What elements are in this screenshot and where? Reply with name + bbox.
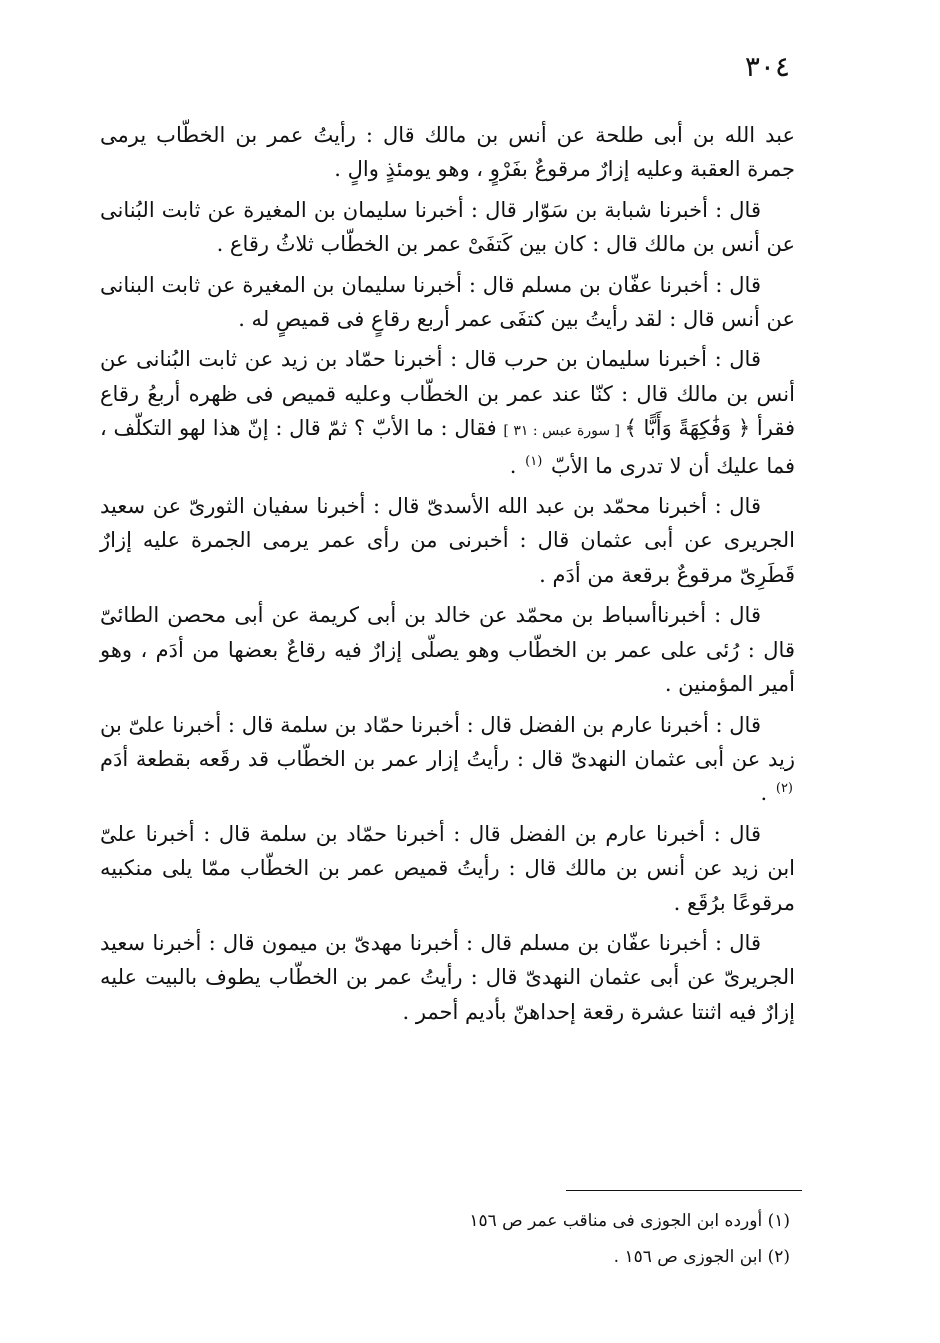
paragraph-text: قال : أخبرنا سليمان بن حرب قال : أخبرنا حمّاد بن زيد عن ثابت البُنانى عن أنس بن مالك قال : كنّا عند عمر بن الخطّاب وعليه قميص فى ظهره أربعُ رقاع فقرأ: [100, 347, 795, 441]
surah-reference: [ سورة عبس : ٣١ ]: [503, 423, 625, 440]
paragraph-1: [100, 118, 795, 187]
page-number: ٣٠٤: [744, 50, 790, 83]
paragraph-4: [100, 342, 795, 483]
body-text: [100, 118, 795, 1035]
paragraph-text: .: [760, 781, 774, 806]
footnote-separator: [566, 1190, 802, 1191]
paragraph-text: .: [509, 453, 524, 478]
paragraph-7: [100, 708, 795, 811]
quran-verse: ﴿ وَفَٰكِهَةً وَأَبًّا ﴾: [624, 416, 751, 441]
paragraph-text: فقال : ما الأبّ ؟ ثمّ قال : إنّ هذا لهو التكلّف ، فما عليك أن لا تدرى ما الأبّ: [100, 416, 795, 478]
paragraph-8: [100, 817, 795, 920]
footnotes: [380, 1203, 790, 1275]
paragraph-text: قال : أخبرناأسباط بن محمّد عن خالد بن أبى كريمة عن أبى محصن الطائىّ قال : رُئى على عمر بن الخطّاب وهو يصلّى إزارٌ فيه رقاعٌ بعضها من أدَم ، وهو أمير المؤمنين .: [100, 603, 795, 697]
footnote-marker-2: (٢): [775, 781, 793, 797]
paragraph-2: [100, 193, 795, 262]
footnote-marker-1: (١): [525, 453, 543, 469]
paragraph-text: قال : أخبرنا شبابة بن سَوّار قال : أخبرنا سليمان بن المغيرة عن ثابت البُنانى عن أنس بن مالك قال : كان بين كَتفَىْ عمر بن الخطّاب ثلاثُ رقاع .: [100, 197, 795, 257]
paragraph-text: عبد الله بن أبى طلحة عن أنس بن مالك قال : رأيتُ عمر بن الخطّاب يرمى جمرة العقبة وعليه إزارٌ مرقوعٌ بفَرْوٍ ، وهو يومئذٍ والٍ .: [100, 123, 795, 182]
paragraph-text: قال : أخبرنا عارم بن الفضل قال : أخبرنا حمّاد بن سلمة قال : أخبرنا علىّ ابن زيد عن أنس بن مالك قال : رأيتُ قميص عمر بن الخطّاب ممّا يلى منكبيه مرقوعًا برُقَع .: [100, 821, 795, 915]
paragraph-text: قال : أخبرنا عفّان بن مسلم قال : أخبرنا مهدىّ بن ميمون قال : أخبرنا سعيد الجريرىّ عن أبى عثمان النهدىّ قال : رأيتُ عمر بن الخطّاب يطوف بالبيت عليه إزارٌ فيه اثنتا عشرة رقعة إحداهنّ بأديم أحمر .: [100, 930, 795, 1024]
paragraph-5: [100, 489, 795, 592]
paragraph-9: [100, 926, 795, 1029]
paragraph-text: قال : أخبرنا محمّد بن عبد الله الأسدىّ قال : أخبرنا سفيان الثورىّ عن سعيد الجريرى عن أبى عثمان قال : أخبرنى من رأى عمر يرمى الجمرة عليه إزارٌ قَطَرِىّ مرقوعٌ برقعة من أدَم .: [100, 494, 795, 587]
paragraph-text: قال : أخبرنا عارم بن الفضل قال : أخبرنا حمّاد بن سلمة قال : أخبرنا علىّ بن زيد عن أبى عثمان النهدىّ قال : رأيتُ إزار عمر بن الخطّاب قد رقَعه بقطعة أدَم: [100, 712, 795, 771]
paragraph-3: [100, 268, 795, 337]
paragraph-text: قال : أخبرنا عفّان بن مسلم قال : أخبرنا سليمان بن المغيرة عن ثابت البنانى عن أنس قال : لقد رأيتُ بين كتفَى عمر أربع رقاعٍ فى قميصٍ له .: [100, 272, 795, 332]
footnote-1: (١) أورده ابن الجوزى فى مناقب عمر ص ١٥٦: [469, 1211, 790, 1231]
footnote-2: (٢) ابن الجوزى ص ١٥٦ .: [613, 1247, 790, 1267]
paragraph-6: [100, 598, 795, 701]
